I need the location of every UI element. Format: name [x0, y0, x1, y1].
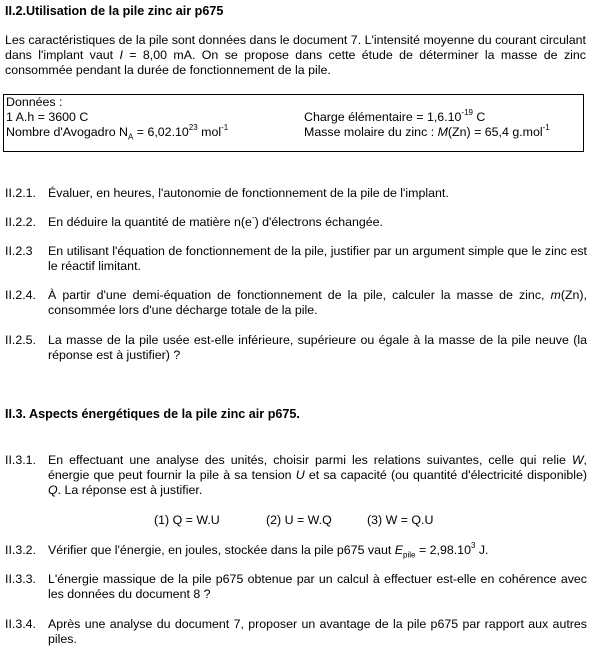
intro-paragraph — [5, 33, 586, 78]
question-text: La masse de la pile usée est-elle inférieure, supérieure ou égale à la masse de la pile neuve (la réponse est à justifier) ? — [48, 333, 587, 362]
question-number: II.2.5. — [5, 333, 36, 347]
question-number: II.3.4. — [5, 617, 36, 631]
question-text: Évaluer, en heures, l'autonomie de fonctionnement de la pile de l'implant. — [48, 186, 449, 200]
question-number: II.3.1. — [5, 453, 36, 467]
energy-unit: J. — [475, 543, 489, 557]
voltage-symbol: U — [295, 468, 305, 482]
energy-pile-symbol: E — [394, 543, 404, 557]
intro-text-1: Les caractéristiques de la pile sont données dans le document 7. L'intensité moyenne du courant circulant dans l'implant vaut — [5, 33, 586, 62]
data-elementary-charge — [304, 107, 486, 125]
question-text: En utilisant l'équation de fonctionnement de la pile, justifier par un argument simple que le zinc est le réactif limitant. — [48, 244, 587, 273]
avogadro-exponent: 23 — [188, 122, 198, 132]
relation-2: (2) U = W.Q — [266, 513, 332, 527]
question-text-end: . La réponse est à justifier. — [57, 483, 203, 497]
question-ii2-4 — [5, 288, 587, 319]
question-text — [48, 212, 587, 230]
electron-charge-sup: - — [251, 212, 255, 222]
question-text: L'énergie massique de la pile p675 obtenue par un calcul à effectuer est-elle en cohérence avec les données du document 8 ? — [48, 572, 587, 601]
molar-mass-value: (Zn) = 65,4 g.mol — [447, 125, 543, 139]
intro-text-2: = 8,00 mA. On se propose dans cette étude de déterminer la masse de zinc consommée pendant la durée de fonctionnement de la pile. — [5, 48, 586, 77]
question-ii3-4 — [5, 617, 587, 648]
molar-mass-symbol: M — [437, 125, 448, 139]
question-ii2-2 — [5, 212, 587, 231]
energy-value: = 2,98.10 — [415, 543, 471, 557]
question-ii3-1 — [5, 453, 587, 499]
section-title-ii2: II.2.Utilisation de la pile zinc air p675 — [5, 4, 224, 18]
data-avogadro — [6, 122, 229, 142]
question-ii2-1 — [5, 186, 587, 202]
question-ii2-5 — [5, 333, 587, 364]
avogadro-unit: mol — [197, 125, 222, 139]
elementary-charge-text: Charge élémentaire = 1,6.10 — [304, 110, 462, 124]
question-text-part: Vérifier que l'énergie, en joules, stockée dans la pile p675 vaut — [48, 543, 395, 557]
question-ii3-2 — [5, 540, 587, 560]
charge-symbol: Q — [48, 483, 58, 497]
relation-3: (3) W = Q.U — [367, 513, 434, 527]
question-text-part: En déduire la quantité de matière n(e — [48, 215, 252, 229]
question-text — [48, 288, 587, 318]
molar-mass-exponent: -1 — [542, 122, 550, 132]
avogadro-unit-exponent: -1 — [221, 122, 229, 132]
question-number: II.2.1. — [5, 186, 36, 200]
question-number: II.3.2. — [5, 543, 36, 557]
question-text — [48, 540, 587, 560]
question-text: Après une analyse du document 7, proposer un avantage de la pile p675 par rapport aux autres piles. — [48, 617, 587, 646]
avogadro-subscript: A — [127, 132, 134, 142]
elementary-charge-unit: C — [472, 110, 486, 124]
question-ii3-3 — [5, 572, 587, 603]
section-title-ii3: II.3. Aspects énergétiques de la pile zinc air p675. — [5, 407, 300, 421]
question-text-part: et sa capacité (ou quantité d'électricité disponible) — [304, 468, 588, 482]
data-heading: Données : — [6, 95, 63, 109]
elementary-charge-exponent: -19 — [461, 107, 473, 117]
question-text-end: ) d'électrons échangée. — [254, 215, 383, 229]
question-text-end: (Zn), consommée lors d'une décharge totale de la pile. — [48, 288, 587, 317]
avogadro-value: = 6,02.10 — [133, 125, 189, 139]
question-text-part: En effectuant une analyse des unités, choisir parmi les relations suivantes, celle qui relie — [48, 453, 572, 467]
intro-var-i: I — [119, 48, 123, 62]
question-ii2-3 — [5, 244, 587, 275]
question-text-part: , énergie que peut fournir la pile à sa tension — [48, 453, 587, 482]
data-ah-conversion: 1 A.h = 3600 C — [6, 110, 89, 124]
mass-symbol: m — [550, 288, 561, 302]
data-box — [3, 94, 584, 152]
relation-1: (1) Q = W.U — [154, 513, 220, 527]
question-text — [48, 453, 587, 498]
avogadro-text: Nombre d'Avogadro N — [6, 125, 128, 139]
question-number: II.3.3. — [5, 572, 36, 586]
energy-exponent: 3 — [470, 540, 476, 550]
question-number: II.2.2. — [5, 215, 36, 229]
energy-pile-subscript: pile — [403, 550, 416, 560]
energy-symbol: W — [571, 453, 584, 467]
question-number: II.2.4. — [5, 288, 36, 302]
question-number: II.2.3 — [5, 244, 33, 258]
molar-mass-text: Masse molaire du zinc : — [304, 125, 438, 139]
question-text-part: À partir d'une demi-équation de fonctionnement de la pile, calculer la masse de zinc, — [48, 288, 551, 302]
data-molar-mass-zinc — [304, 122, 550, 140]
